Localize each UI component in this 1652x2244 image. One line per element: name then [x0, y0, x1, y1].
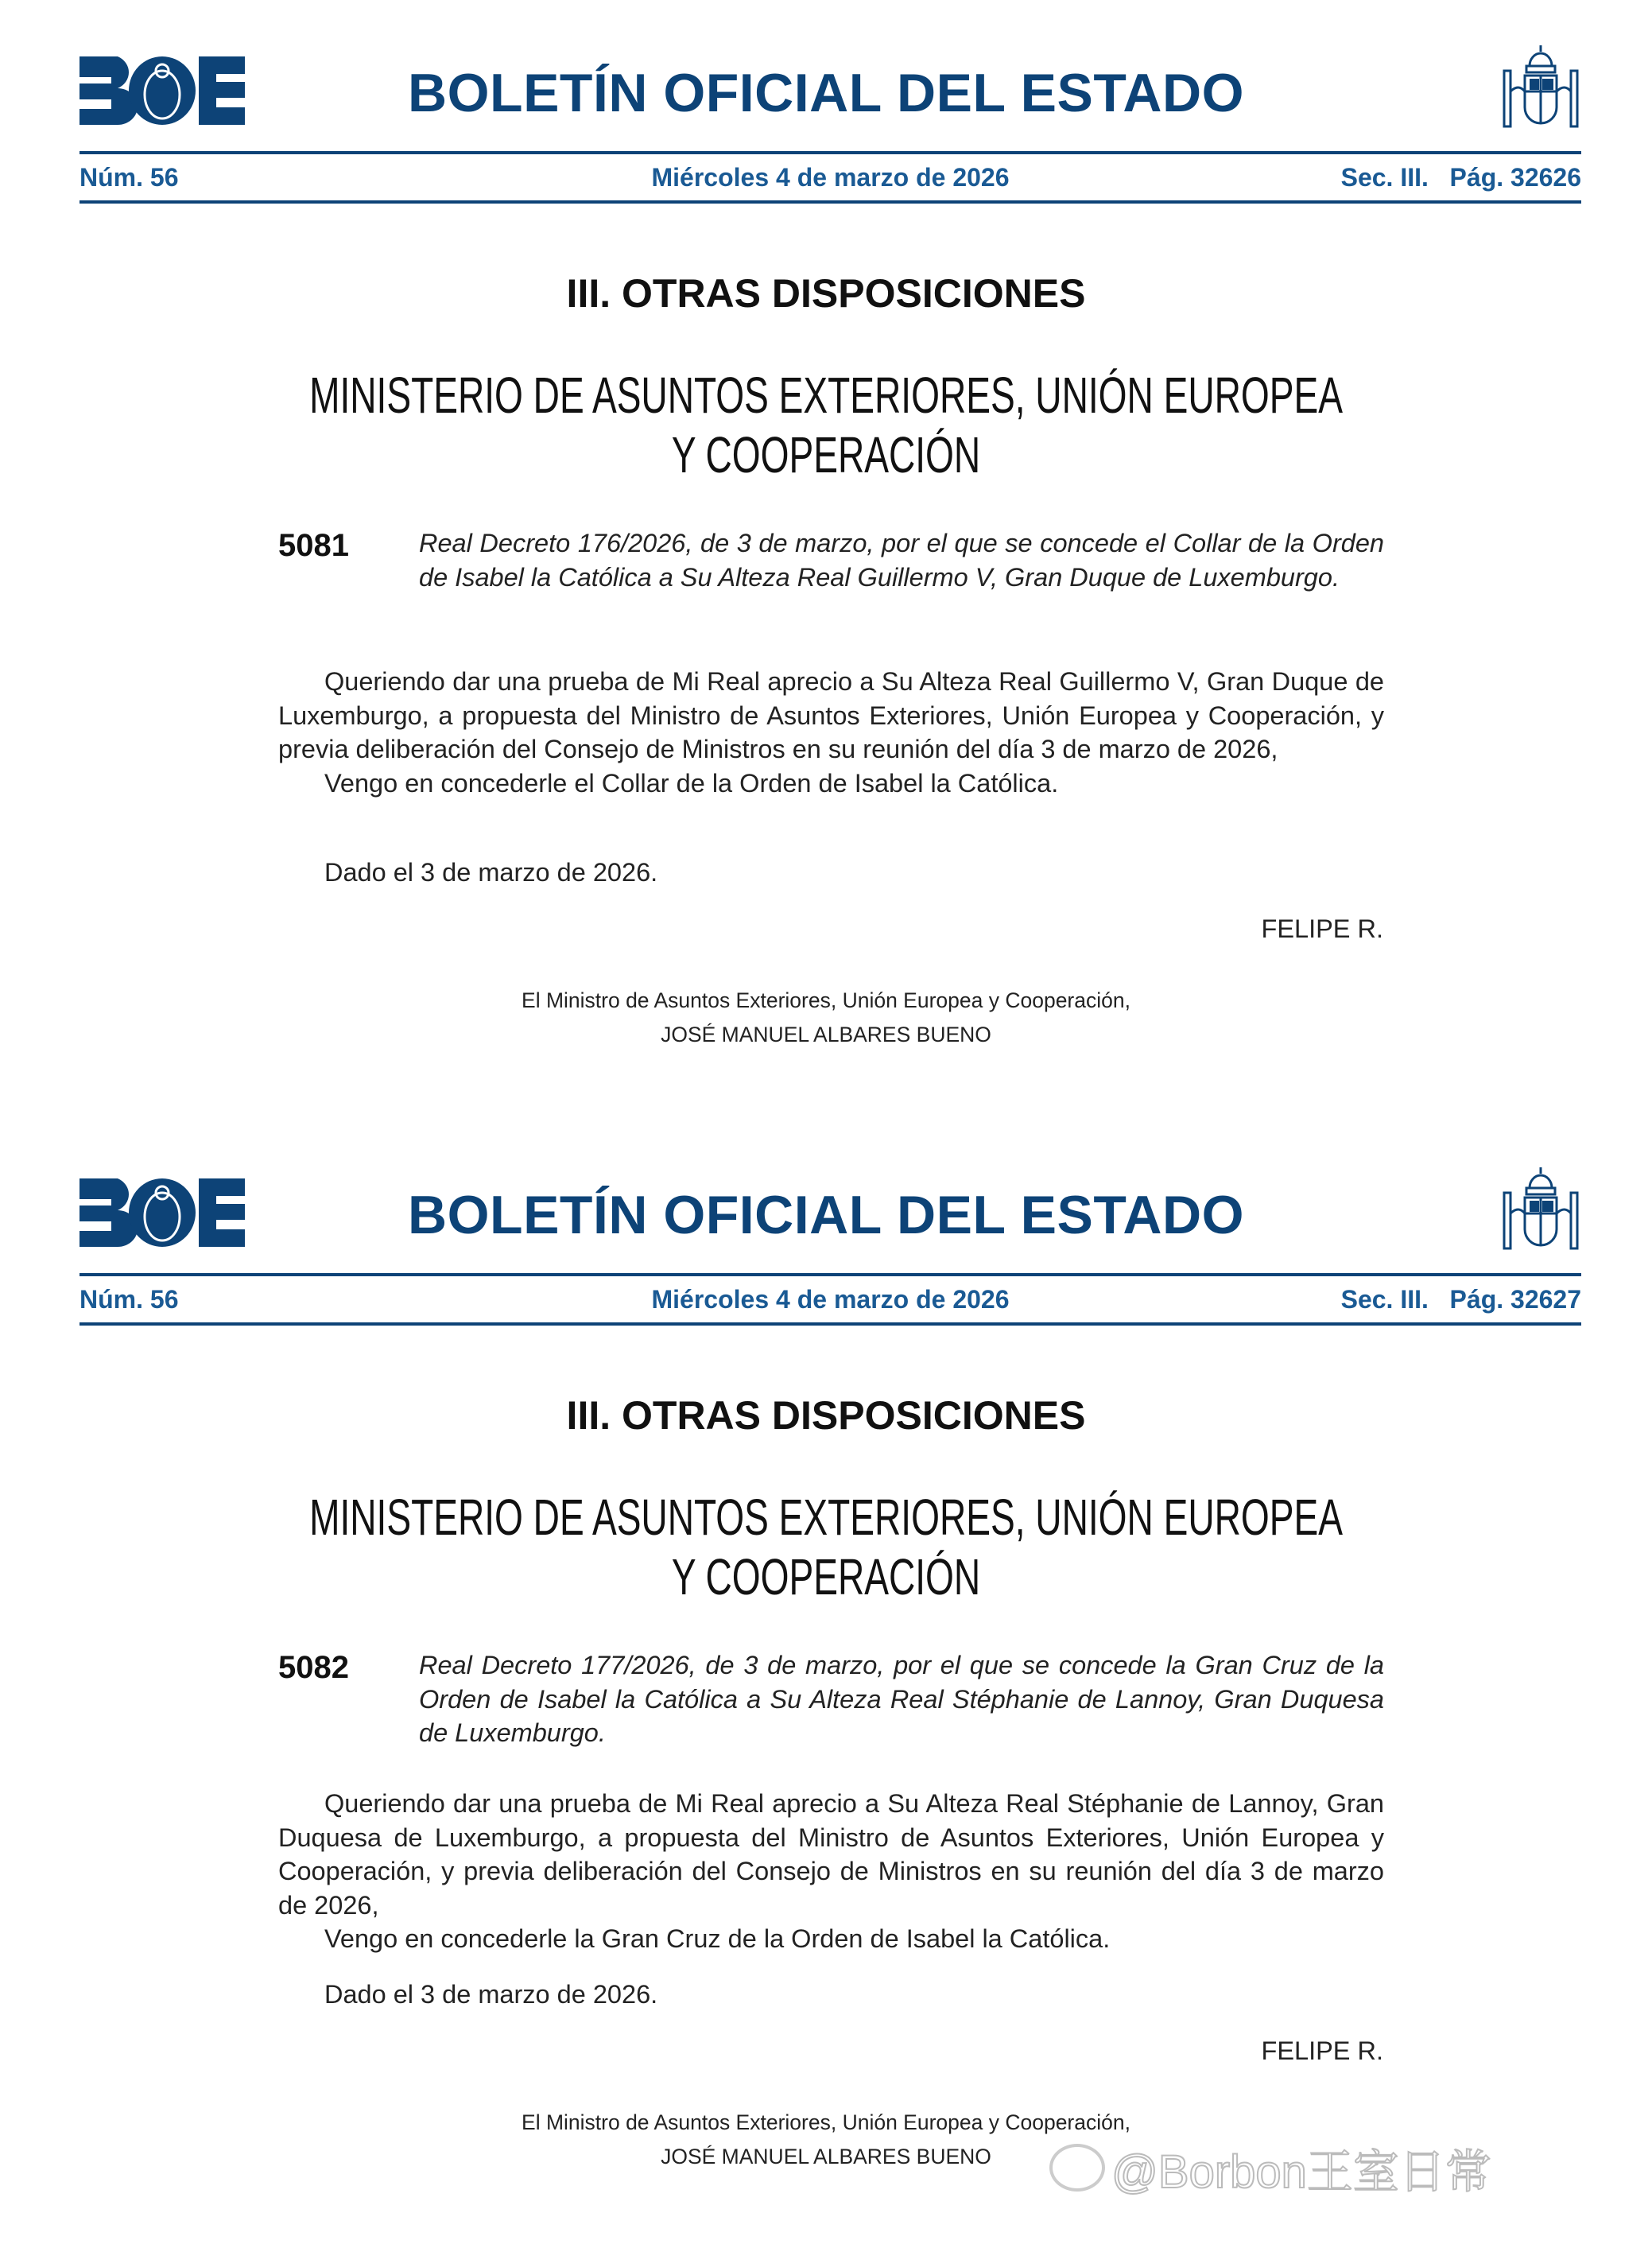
decree-paragraph: Vengo en concederle el Collar de la Orden de Isabel la Católica.: [324, 768, 1059, 798]
given-date: Dado el 3 de marzo de 2026.: [324, 858, 658, 887]
decree-summary: Real Decreto 176/2026, de 3 de marzo, por el que se concede el Collar de la Orden de Isabel la Católica a Su Alteza Real Guillermo V, Gran Duque de Luxemburgo.: [419, 529, 1384, 592]
section-heading: III. OTRAS DISPOSICIONES: [566, 271, 1086, 316]
entry-number: 5081: [278, 528, 349, 563]
section-page: [1341, 1285, 1581, 1314]
minister-name: JOSÉ MANUEL ALBARES BUENO: [661, 1023, 991, 1046]
given-date: Dado el 3 de marzo de 2026.: [324, 1980, 658, 2009]
bulletin-title: BOLETÍN OFICIAL DEL ESTADO: [408, 63, 1244, 123]
section-heading: III. OTRAS DISPOSICIONES: [566, 1393, 1086, 1438]
minister-title: El Ministro de Asuntos Exteriores, Unión Europea y Cooperación,: [522, 988, 1130, 1012]
watermark: [1049, 2134, 1491, 2201]
entry-number: 5082: [278, 1650, 349, 1685]
watermark-text: @Borbon王室日常: [1111, 2146, 1491, 2198]
ministry-heading-line1: MINISTERIO DE ASUNTOS EXTERIORES, UNIÓN EUROPEA: [309, 1489, 1343, 1546]
issue-date: Miércoles 4 de marzo de 2026: [651, 163, 1010, 192]
header-rule-bottom: [79, 200, 1581, 204]
section-page: [1341, 163, 1581, 192]
decree-summary: Real Decreto 177/2026, de 3 de marzo, por el que se concede la Gran Cruz de la Orden de Isabel la Católica a Su Alteza Real Stéphanie de Lannoy, Gran Duquesa de Luxemburgo.: [419, 1651, 1384, 1748]
royal-signature: FELIPE R.: [1261, 2036, 1383, 2065]
page-number: Pág. 32627: [1449, 1285, 1581, 1314]
minister-title: El Ministro de Asuntos Exteriores, Unión Europea y Cooperación,: [522, 2110, 1130, 2134]
header-rule-top: [79, 1273, 1581, 1276]
header-meta: [79, 163, 1581, 195]
decree-paragraph: Queriendo dar una prueba de Mi Real aprecio a Su Alteza Real Guillermo V, Gran Duque de Luxemburgo, a propuesta del Ministro de Asuntos Exteriores, Unión Europea y Cooperación, y previa deliberación del Consejo de Ministros en su reunión del día 3 de marzo de 2026,: [278, 667, 1384, 764]
bulletin-title: BOLETÍN OFICIAL DEL ESTADO: [408, 1185, 1244, 1245]
royal-signature: FELIPE R.: [1261, 914, 1383, 943]
boe-page: [0, 1122, 1652, 2244]
ministry-heading-line2: Y COOPERACIÓN: [671, 426, 981, 483]
decree-paragraph: Queriendo dar una prueba de Mi Real aprecio a Su Alteza Real Stéphanie de Lannoy, Gran Duquesa de Luxemburgo, a propuesta del Ministro de Asuntos Exteriores, Unión Europea y Cooperación, y previa deliberación del Consejo de Ministros en su reunión del día 3 de marzo de 2026,: [278, 1789, 1384, 1920]
header-rule-top: [79, 151, 1581, 154]
issue-number: Núm. 56: [79, 1285, 179, 1314]
decree-paragraph: Vengo en concederle la Gran Cruz de la Orden de Isabel la Católica.: [324, 1924, 1111, 1954]
header-meta: [79, 1285, 1581, 1317]
page-number: Pág. 32626: [1449, 163, 1581, 192]
issue-number: Núm. 56: [79, 163, 179, 192]
header-rule-bottom: [79, 1322, 1581, 1326]
issue-date: Miércoles 4 de marzo de 2026: [651, 1285, 1010, 1314]
decree-body: [278, 1787, 1384, 1956]
ministry-heading-line2: Y COOPERACIÓN: [671, 1548, 981, 1605]
weibo-icon: [1049, 2144, 1105, 2192]
section-label: Sec. III.: [1340, 1285, 1429, 1314]
section-label: Sec. III.: [1340, 163, 1429, 192]
minister-name: JOSÉ MANUEL ALBARES BUENO: [661, 2145, 991, 2168]
decree-body: [278, 665, 1384, 800]
ministry-heading-line1: MINISTERIO DE ASUNTOS EXTERIORES, UNIÓN EUROPEA: [309, 367, 1343, 424]
